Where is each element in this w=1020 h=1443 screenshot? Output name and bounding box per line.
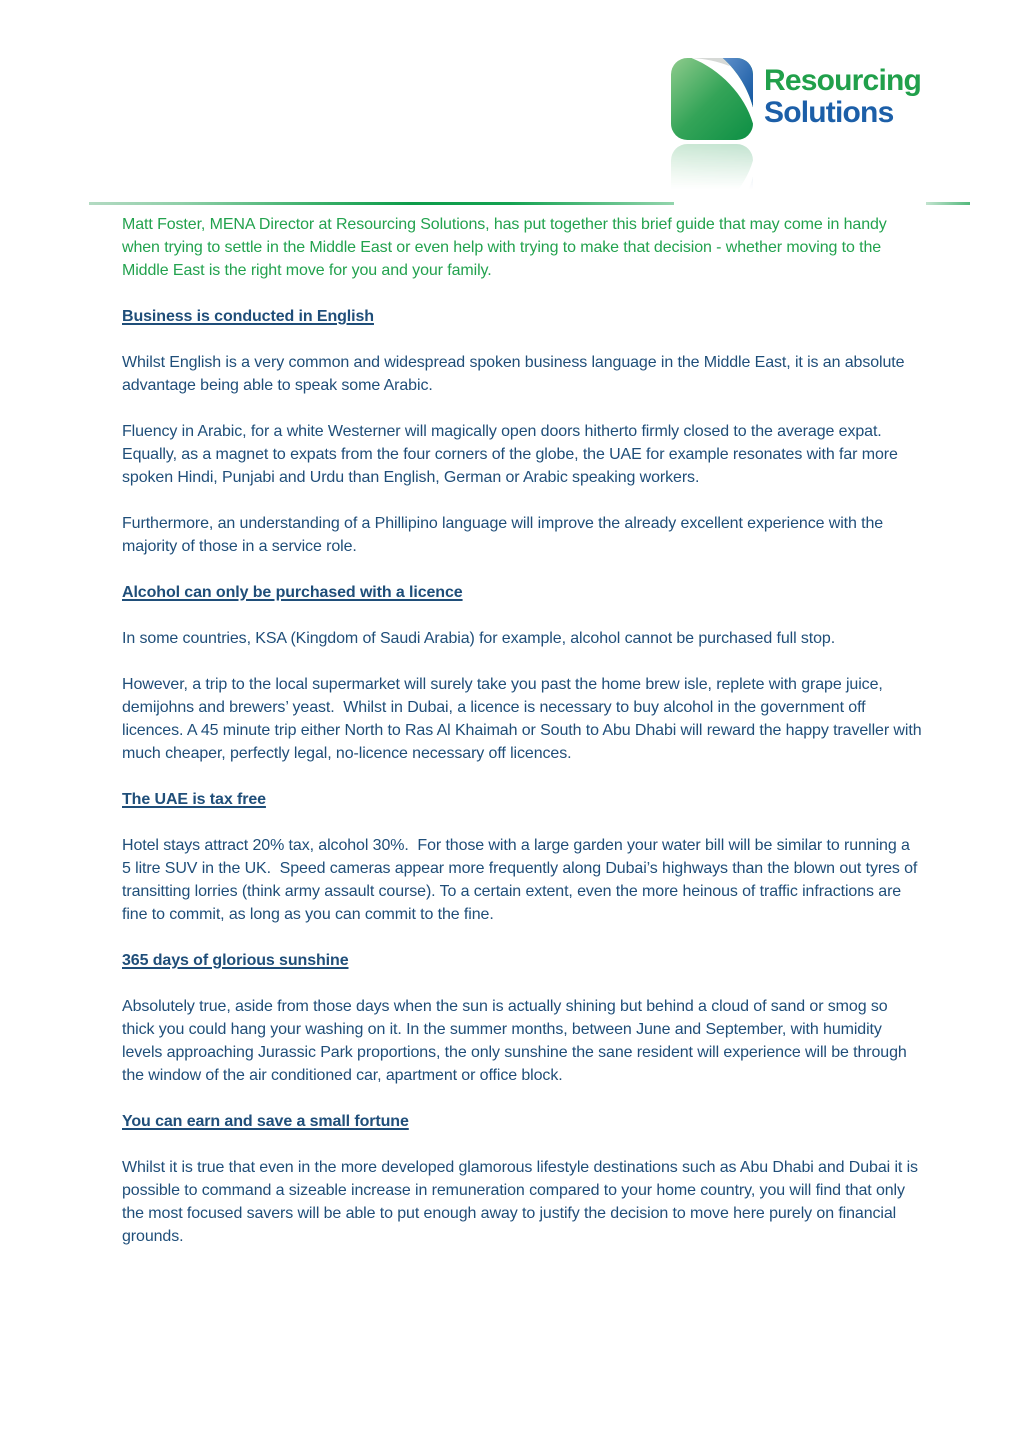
paragraph: In some countries, KSA (Kingdom of Saudi Arabia) for example, alcohol cannot be purchased full stop. [122,630,836,647]
paragraph: Hotel stays attract 20% tax, alcohol 30%. For those with a large garden your water bill will be similar to running a 5 litre SUV in the UK. Speed cameras appear more frequently along Dubai’s highways than the blown out tyres of transitting lorries (think army assault course). To a certain extent, even the more heinous of traffic infractions are fine to commit, as long as you can commit to the fine. [122,837,922,923]
paragraph: Whilst it is true that even in the more developed glamorous lifestyle destinations such as Abu Dhabi and Dubai it is possible to command a sizeable increase in remuneration compared to your home country, you will find that only the most focused savers will be able to put enough away to justify the decision to move here purely on financial grounds. [122,1159,923,1245]
intro-paragraph: Matt Foster, MENA Director at Resourcing Solutions, has put together this brief guide that may come in handy when trying to settle in the Middle East or even help with trying to make that decision - whether moving to the Middle East is the right move for you and your family. [122,216,892,279]
section-uae-tax-free [122,788,922,926]
section-earn-save-fortune [122,1110,922,1248]
paragraph: Absolutely true, aside from those days when the sun is actually shining but behind a cloud of sand or smog so thick you could hang your washing on it. In the summer months, between June and September, with humidity levels approaching Jurassic Park proportions, the only sunshine the sane resident will experience will be through the window of the air conditioned car, apartment or office block. [122,998,912,1084]
section-business-in-english [122,305,922,558]
section-alcohol-licence [122,581,926,765]
section-heading: You can earn and save a small fortune [122,1113,409,1130]
section-heading: The UAE is tax free [122,791,266,808]
logo-word-solutions: Solutions [764,96,894,129]
document-body [122,190,926,1248]
section-glorious-sunshine [122,949,922,1087]
paragraph: Whilst English is a very common and widespread spoken business language in the Middle East, it is an absolute advantage being able to speak some Arabic. [122,354,909,394]
paragraph: Furthermore, an understanding of a Phillipino language will improve the already excellent experience with the majority of those in a service role. [122,515,888,555]
section-heading: Alcohol can only be purchased with a licence [122,584,463,601]
logo-word-resourcing: Resourcing [764,64,922,97]
header-divider-line-right-segment [926,202,970,205]
section-heading: 365 days of glorious sunshine [122,952,349,969]
section-heading: Business is conducted in English [122,308,374,325]
company-logo [671,57,921,141]
resourcing-solutions-logo-icon [671,57,753,141]
logo-icon-wrap [671,57,753,141]
paragraph: However, a trip to the local supermarket will surely take you past the home brew isle, replete with grape juice, demijohns and brewers’ yeast. Whilst in Dubai, a licence is necessary to buy alcohol in the government off licences. A 45 minute trip either North to Ras Al Khaimah or South to Abu Dhabi will reward the happy traveller with much cheaper, perfectly legal, no-licence necessary off licences. [122,676,926,762]
logo-wordmark [764,65,921,129]
paragraph: Fluency in Arabic, for a white Westerner will magically open doors hitherto firmly closed to the average expat. Equally, as a magnet to expats from the four corners of the globe, the UAE for example resonates with far more spoken Hindi, Punjabi and Urdu than English, German or Arabic speaking workers. [122,423,903,486]
